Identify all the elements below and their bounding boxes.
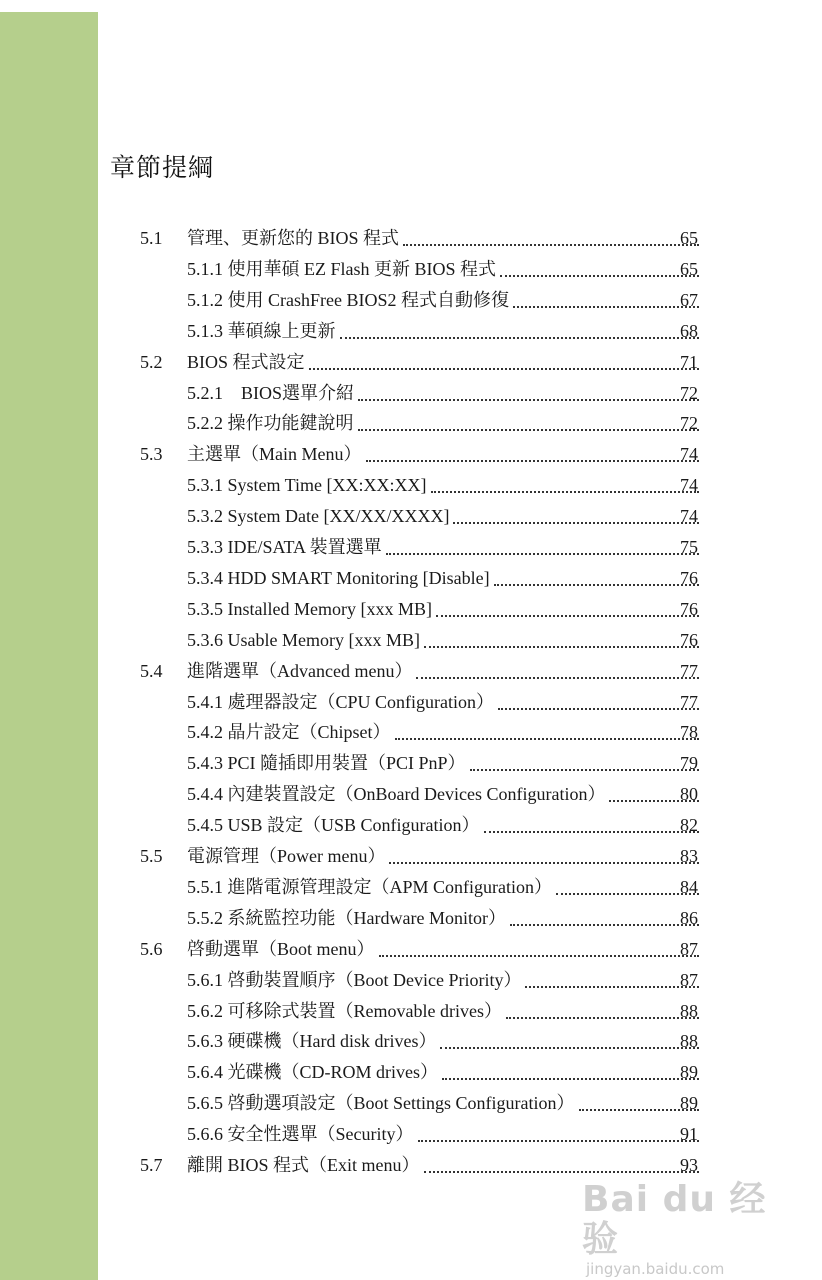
dot-leader bbox=[440, 1046, 699, 1049]
toc-page-number: 74 bbox=[680, 475, 698, 496]
toc-page-number: 74 bbox=[680, 506, 698, 527]
toc-entry-title: 5.4.1 處理器設定（CPU Configuration） bbox=[187, 691, 495, 712]
page-title: 章節提綱 bbox=[110, 153, 215, 182]
toc-entry[interactable] bbox=[0, 404, 822, 434]
dot-leader bbox=[436, 614, 699, 617]
toc-page-number: 93 bbox=[680, 1155, 698, 1175]
toc-entry[interactable] bbox=[0, 528, 822, 558]
dot-leader bbox=[416, 676, 699, 679]
dot-leader bbox=[484, 830, 699, 833]
toc-page-number: 75 bbox=[680, 537, 698, 557]
toc-entry[interactable] bbox=[0, 775, 822, 805]
toc-entry[interactable] bbox=[0, 374, 822, 404]
toc-entry[interactable] bbox=[0, 713, 822, 743]
dot-leader bbox=[358, 428, 700, 431]
dot-leader bbox=[379, 954, 700, 957]
toc-entry-title: 5.6.2 可移除式裝置（Removable drives） bbox=[187, 1000, 502, 1021]
toc-entry[interactable] bbox=[0, 590, 822, 620]
toc-entry[interactable] bbox=[0, 250, 822, 280]
dot-leader bbox=[395, 737, 699, 740]
toc-entry[interactable] bbox=[0, 281, 822, 311]
toc-entry[interactable] bbox=[0, 806, 822, 836]
toc-page-number: 68 bbox=[680, 320, 698, 341]
dot-leader bbox=[431, 490, 699, 493]
toc-entry-title: 5.4.5 USB 設定（USB Configuration） bbox=[187, 815, 480, 836]
toc-entry-title: 5.5.2 系統監控功能（Hardware Monitor） bbox=[187, 907, 506, 928]
toc-entry[interactable] bbox=[0, 1022, 822, 1052]
toc-page-number: 65 bbox=[680, 228, 698, 248]
toc-page-number: 74 bbox=[680, 444, 698, 465]
toc-entry-title: 5.3.4 HDD SMART Monitoring [Disable] bbox=[187, 567, 490, 588]
dot-leader bbox=[453, 521, 699, 524]
toc-entry-title: 啓動選單（Boot menu） bbox=[187, 938, 375, 959]
toc-entry-title: 5.6.5 啓動選項設定（Boot Settings Configuration） bbox=[187, 1093, 575, 1114]
dot-leader bbox=[309, 367, 699, 370]
toc-entry[interactable] bbox=[0, 992, 822, 1022]
toc-section-number: 5.2 bbox=[140, 351, 163, 372]
toc-entry[interactable] bbox=[0, 899, 822, 929]
toc-section-number: 5.3 bbox=[140, 444, 163, 465]
toc-entry-title: 5.3.2 System Date [XX/XX/XXXX] bbox=[187, 506, 450, 527]
dot-leader bbox=[366, 459, 700, 462]
dot-leader bbox=[470, 768, 699, 771]
toc-entry[interactable] bbox=[0, 1146, 822, 1176]
toc-entry-title: 5.4.2 晶片設定（Chipset） bbox=[187, 722, 391, 743]
dot-leader bbox=[386, 552, 699, 555]
toc-page-number: 72 bbox=[680, 382, 698, 403]
toc-entry[interactable] bbox=[0, 1084, 822, 1114]
toc-page-number: 89 bbox=[680, 1093, 698, 1114]
toc-page-number: 87 bbox=[680, 938, 698, 959]
toc-entry-title: 5.3.5 Installed Memory [xxx MB] bbox=[187, 598, 432, 619]
toc-page-number: 79 bbox=[680, 753, 698, 774]
toc-entry-title: 5.1.3 華碩線上更新 bbox=[187, 320, 336, 341]
toc-entry[interactable] bbox=[0, 1053, 822, 1083]
toc-page-number: 67 bbox=[680, 289, 698, 310]
toc-page-number: 88 bbox=[680, 1031, 698, 1052]
toc-page-number: 76 bbox=[680, 629, 698, 650]
toc-page-number: 78 bbox=[680, 722, 698, 743]
toc-entry[interactable] bbox=[0, 652, 822, 682]
toc-entry[interactable] bbox=[0, 1115, 822, 1145]
toc-page-number: 71 bbox=[680, 351, 698, 372]
toc-entry-title: 5.6.6 安全性選單（Security） bbox=[187, 1124, 414, 1145]
dot-leader bbox=[403, 243, 699, 246]
toc-entry-title: 主選單（Main Menu） bbox=[187, 444, 362, 465]
toc-entry-title: 5.4.3 PCI 隨插即用裝置（PCI PnP） bbox=[187, 753, 466, 774]
toc-entry[interactable] bbox=[0, 466, 822, 496]
toc-entry[interactable] bbox=[0, 744, 822, 774]
toc-entry[interactable] bbox=[0, 497, 822, 527]
toc-entry-title: 5.1.1 使用華碩 EZ Flash 更新 BIOS 程式 bbox=[187, 258, 497, 279]
toc-entry-title: 5.6.1 啓動裝置順序（Boot Device Priority） bbox=[187, 969, 522, 990]
toc-page-number: 83 bbox=[680, 846, 698, 866]
toc-page-number: 65 bbox=[680, 258, 698, 279]
toc-entry-title: 5.2.1 BIOS選單介紹 bbox=[187, 382, 355, 403]
toc-entry-title: 5.5.1 進階電源管理設定（APM Configuration） bbox=[187, 876, 552, 897]
toc-entry-title: 5.3.3 IDE/SATA 裝置選單 bbox=[187, 537, 382, 557]
toc-page-number: 87 bbox=[680, 969, 698, 990]
toc-entry-title: 電源管理（Power menu） bbox=[187, 846, 386, 866]
toc-entry-title: 5.3.6 Usable Memory [xxx MB] bbox=[187, 629, 420, 650]
toc-page-number: 76 bbox=[680, 598, 698, 619]
dot-leader bbox=[418, 1139, 700, 1142]
toc-entry[interactable] bbox=[0, 930, 822, 960]
toc-entry-title: 5.6.3 硬碟機（Hard disk drives） bbox=[187, 1031, 437, 1052]
toc-page-number: 77 bbox=[680, 660, 698, 681]
toc-page-number: 72 bbox=[680, 413, 698, 434]
dot-leader bbox=[424, 1170, 700, 1173]
toc-page-number: 91 bbox=[680, 1124, 698, 1145]
toc-page-number: 89 bbox=[680, 1062, 698, 1083]
toc-page-number: 82 bbox=[680, 815, 698, 836]
top-margin bbox=[0, 0, 822, 12]
dot-leader bbox=[442, 1077, 699, 1080]
toc-entry[interactable] bbox=[0, 435, 822, 465]
dot-leader bbox=[358, 398, 699, 401]
toc-entry-title: 5.6.4 光碟機（CD-ROM drives） bbox=[187, 1062, 438, 1083]
toc-entry[interactable] bbox=[0, 683, 822, 713]
toc-entry-title: 管理、更新您的 BIOS 程式 bbox=[187, 228, 400, 248]
toc-entry-title: 5.4.4 內建裝置設定（OnBoard Devices Configuration） bbox=[187, 784, 606, 805]
toc-page-number: 80 bbox=[680, 784, 698, 805]
toc-entry-title: 進階選單（Advanced menu） bbox=[187, 660, 413, 681]
toc-section-number: 5.6 bbox=[140, 938, 163, 959]
toc-entry-title: 5.2.2 操作功能鍵說明 bbox=[187, 413, 354, 434]
toc-entry-title: 5.1.2 使用 CrashFree BIOS2 程式自動修復 bbox=[187, 289, 509, 310]
toc-entry[interactable] bbox=[0, 621, 822, 651]
toc-entry[interactable] bbox=[0, 559, 822, 589]
dot-leader bbox=[389, 861, 699, 864]
toc-page-number: 86 bbox=[680, 907, 698, 928]
toc-entry-title: BIOS 程式設定 bbox=[187, 351, 305, 372]
toc-entry-title: 5.3.1 System Time [XX:XX:XX] bbox=[187, 475, 427, 496]
toc-section-number: 5.7 bbox=[140, 1155, 163, 1175]
toc-section-number: 5.4 bbox=[140, 660, 163, 681]
toc-entry[interactable] bbox=[0, 961, 822, 991]
toc-entry[interactable] bbox=[0, 343, 822, 373]
toc-entry-title: 離開 BIOS 程式（Exit menu） bbox=[187, 1155, 420, 1175]
toc-entry[interactable] bbox=[0, 837, 822, 867]
toc-page-number: 88 bbox=[680, 1000, 698, 1021]
toc-entry[interactable] bbox=[0, 219, 822, 249]
toc-page-number: 76 bbox=[680, 567, 698, 588]
watermark-logo: Bai du 经验 bbox=[582, 1179, 767, 1260]
dot-leader bbox=[424, 645, 699, 648]
watermark-url: jingyan.baidu.com bbox=[586, 1260, 725, 1278]
toc-section-number: 5.5 bbox=[140, 846, 163, 866]
dot-leader bbox=[340, 336, 700, 339]
toc-page-number: 77 bbox=[680, 691, 698, 712]
toc-entry[interactable] bbox=[0, 312, 822, 342]
toc-page-number: 84 bbox=[680, 876, 698, 897]
toc-entry[interactable] bbox=[0, 868, 822, 898]
toc-section-number: 5.1 bbox=[140, 228, 163, 248]
baidu-jingyan-watermark bbox=[582, 1179, 782, 1278]
